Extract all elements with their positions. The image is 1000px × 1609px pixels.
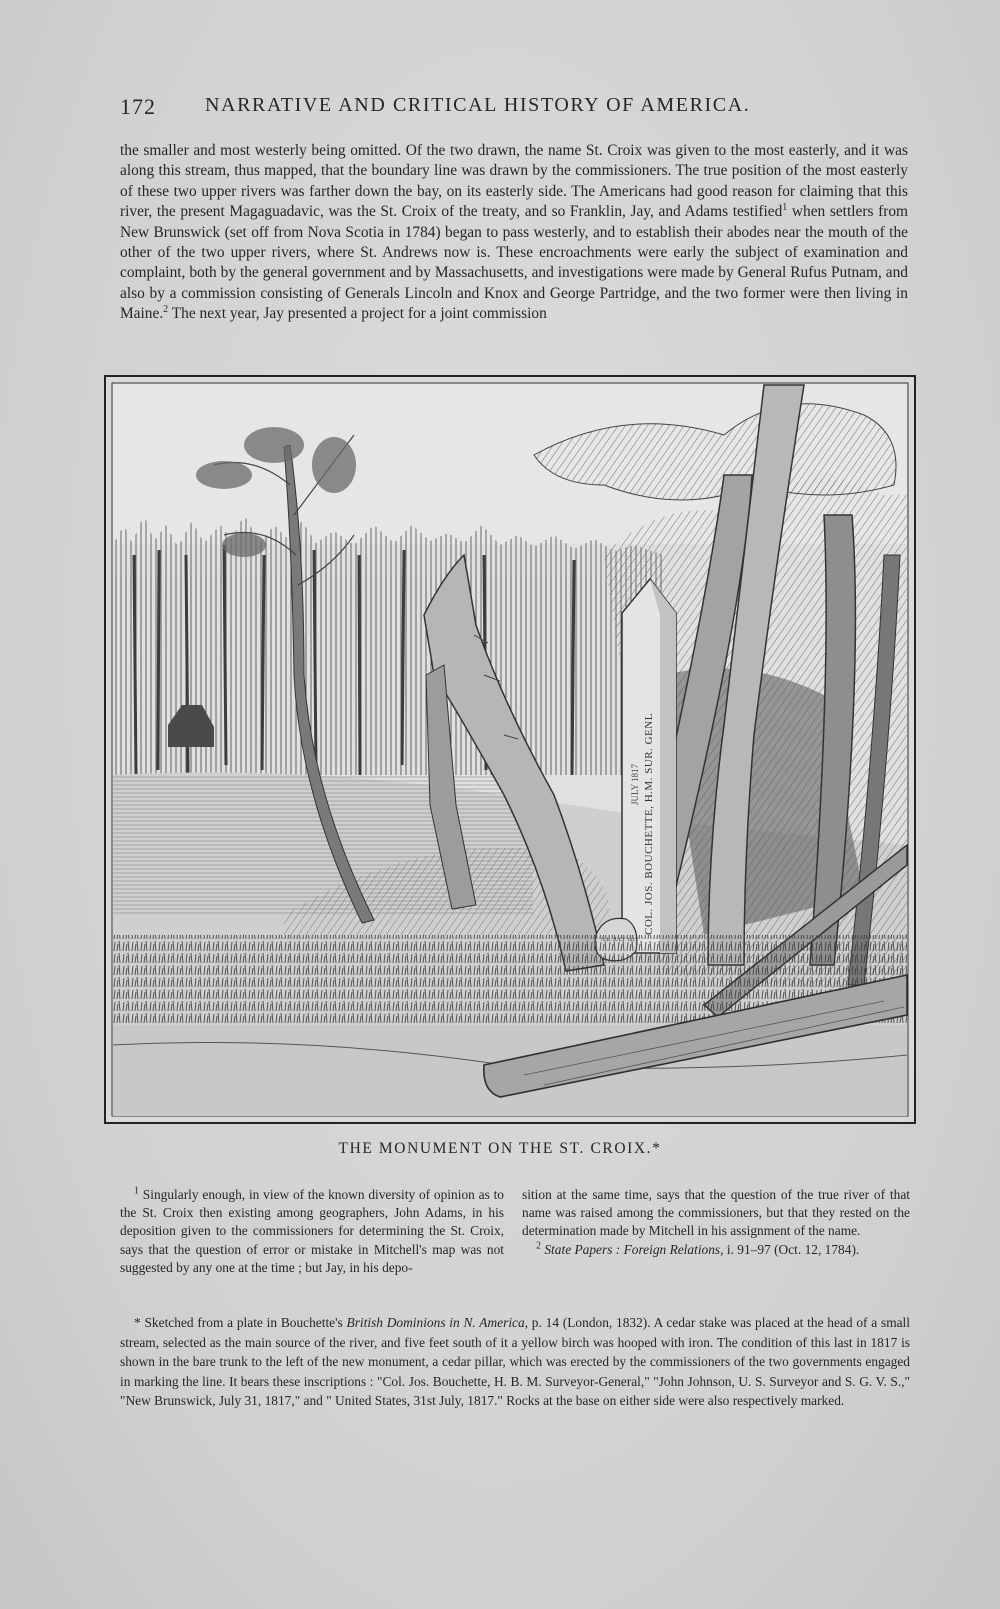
paragraph-text-1: the smaller and most westerly being omitted. Of the two drawn, the name St. Croix was given to the most easterly, and it was along this stream, thus mapped, that the boundary line was drawn by the commissioners. The true position of the most easterly of these two upper rivers was farther down the bay, on its easterly side. The Americans had good reason for claiming that this river, the present Magaguadavic, was the St. Croix of the treaty, and so Franklin, Jay, and Adams testified	[120, 142, 908, 221]
footnote-1-marker: 1	[134, 1185, 139, 1197]
footnote-2	[522, 1241, 910, 1259]
illustration-note-lead: Sketched from a plate in Bouchette's	[140, 1315, 347, 1330]
footnote-column-left	[120, 1186, 504, 1277]
monument-illustration	[104, 375, 916, 1124]
illustration-note-marker: *	[134, 1315, 141, 1330]
running-title: NARRATIVE AND CRITICAL HISTORY OF AMERICA.	[205, 94, 751, 116]
figure-caption: THE MONUMENT ON THE ST. CROIX.*	[338, 1140, 662, 1157]
footnote-1-continued: sition at the same time, says that the question of the true river of that name was raised among the commissioners, but that they rested on the determination made by Mitchell in his assignment of the name.	[522, 1187, 910, 1239]
footnote-2-marker: 2	[536, 1240, 541, 1252]
footnote-ref-1[interactable]: 1	[782, 202, 788, 214]
illustration-note-source: British Dominions in N. America	[346, 1315, 525, 1330]
footnote-ref-2[interactable]: 2	[163, 304, 169, 316]
monument-pillar	[622, 579, 676, 953]
monument-inscription-2: JULY 1817	[630, 763, 640, 805]
page-number: 172	[120, 94, 156, 119]
footnotes	[120, 1186, 910, 1296]
footnote-2-text: , i. 91–97 (Oct. 12, 1784).	[720, 1241, 860, 1257]
paragraph-text-2: when settlers from New Brunswick (set off from Nova Scotia in 1784) began to pass westerly, and to establish their abodes near the mouth of the other of the two upper rivers, where St. Andrews now is. These encroachments were early the subject of examination and complaint, both by the general government and by Massachusetts, and investigations were made by General Rufus Putnam, and also by a commission consisting of Generals Lincoln and Knox and George Partridge, and the two former were then living in Maine.	[120, 203, 908, 323]
footnote-2-title: State Papers : Foreign Relations	[544, 1241, 721, 1257]
illustration-note-text: , p. 14 (London, 1832). A cedar stake was placed at the head of a small stream, selected as the main source of the river, and five feet south of it a yellow birch was hooped with iron. The condition of this last in 1817 is shown in the bare trunk to the left of the new monument, a cedar pillar, which was erected by the commissioners of the two governments engaged in marking the line. It bears these inscriptions : "Col. Jos. Bouchette, H. B. M. Surveyor-General," "John Johnson, U. S. Surveyor and S. G. V. S.," "New Brunswick, July 31, 1817," and " United States, 31st July, 1817." Rocks at the base on either side were also respectively marked.	[120, 1315, 910, 1408]
monument-inscription: COL. JOS. BOUCHETTE, H.M. SUR. GENL	[643, 713, 655, 935]
paragraph-text-3: The next year, Jay presented a project for a joint commission	[168, 305, 547, 323]
illustration-note	[120, 1313, 910, 1411]
running-head	[120, 92, 910, 126]
footnote-1	[120, 1186, 504, 1277]
body-paragraph	[120, 141, 908, 325]
footnote-column-right	[522, 1186, 910, 1259]
footnote-1-text: Singularly enough, in view of the known diversity of opinion as to the St. Croix then existing among geographers, John Adams, in his deposition given to the commissioners for determining the St. Croix, says that the question of error or mistake in Mitchell's map was not suggested by any one at the time ; but Jay, in his depo-	[120, 1187, 504, 1275]
engraving-svg	[104, 375, 916, 1124]
body-text	[120, 141, 908, 325]
